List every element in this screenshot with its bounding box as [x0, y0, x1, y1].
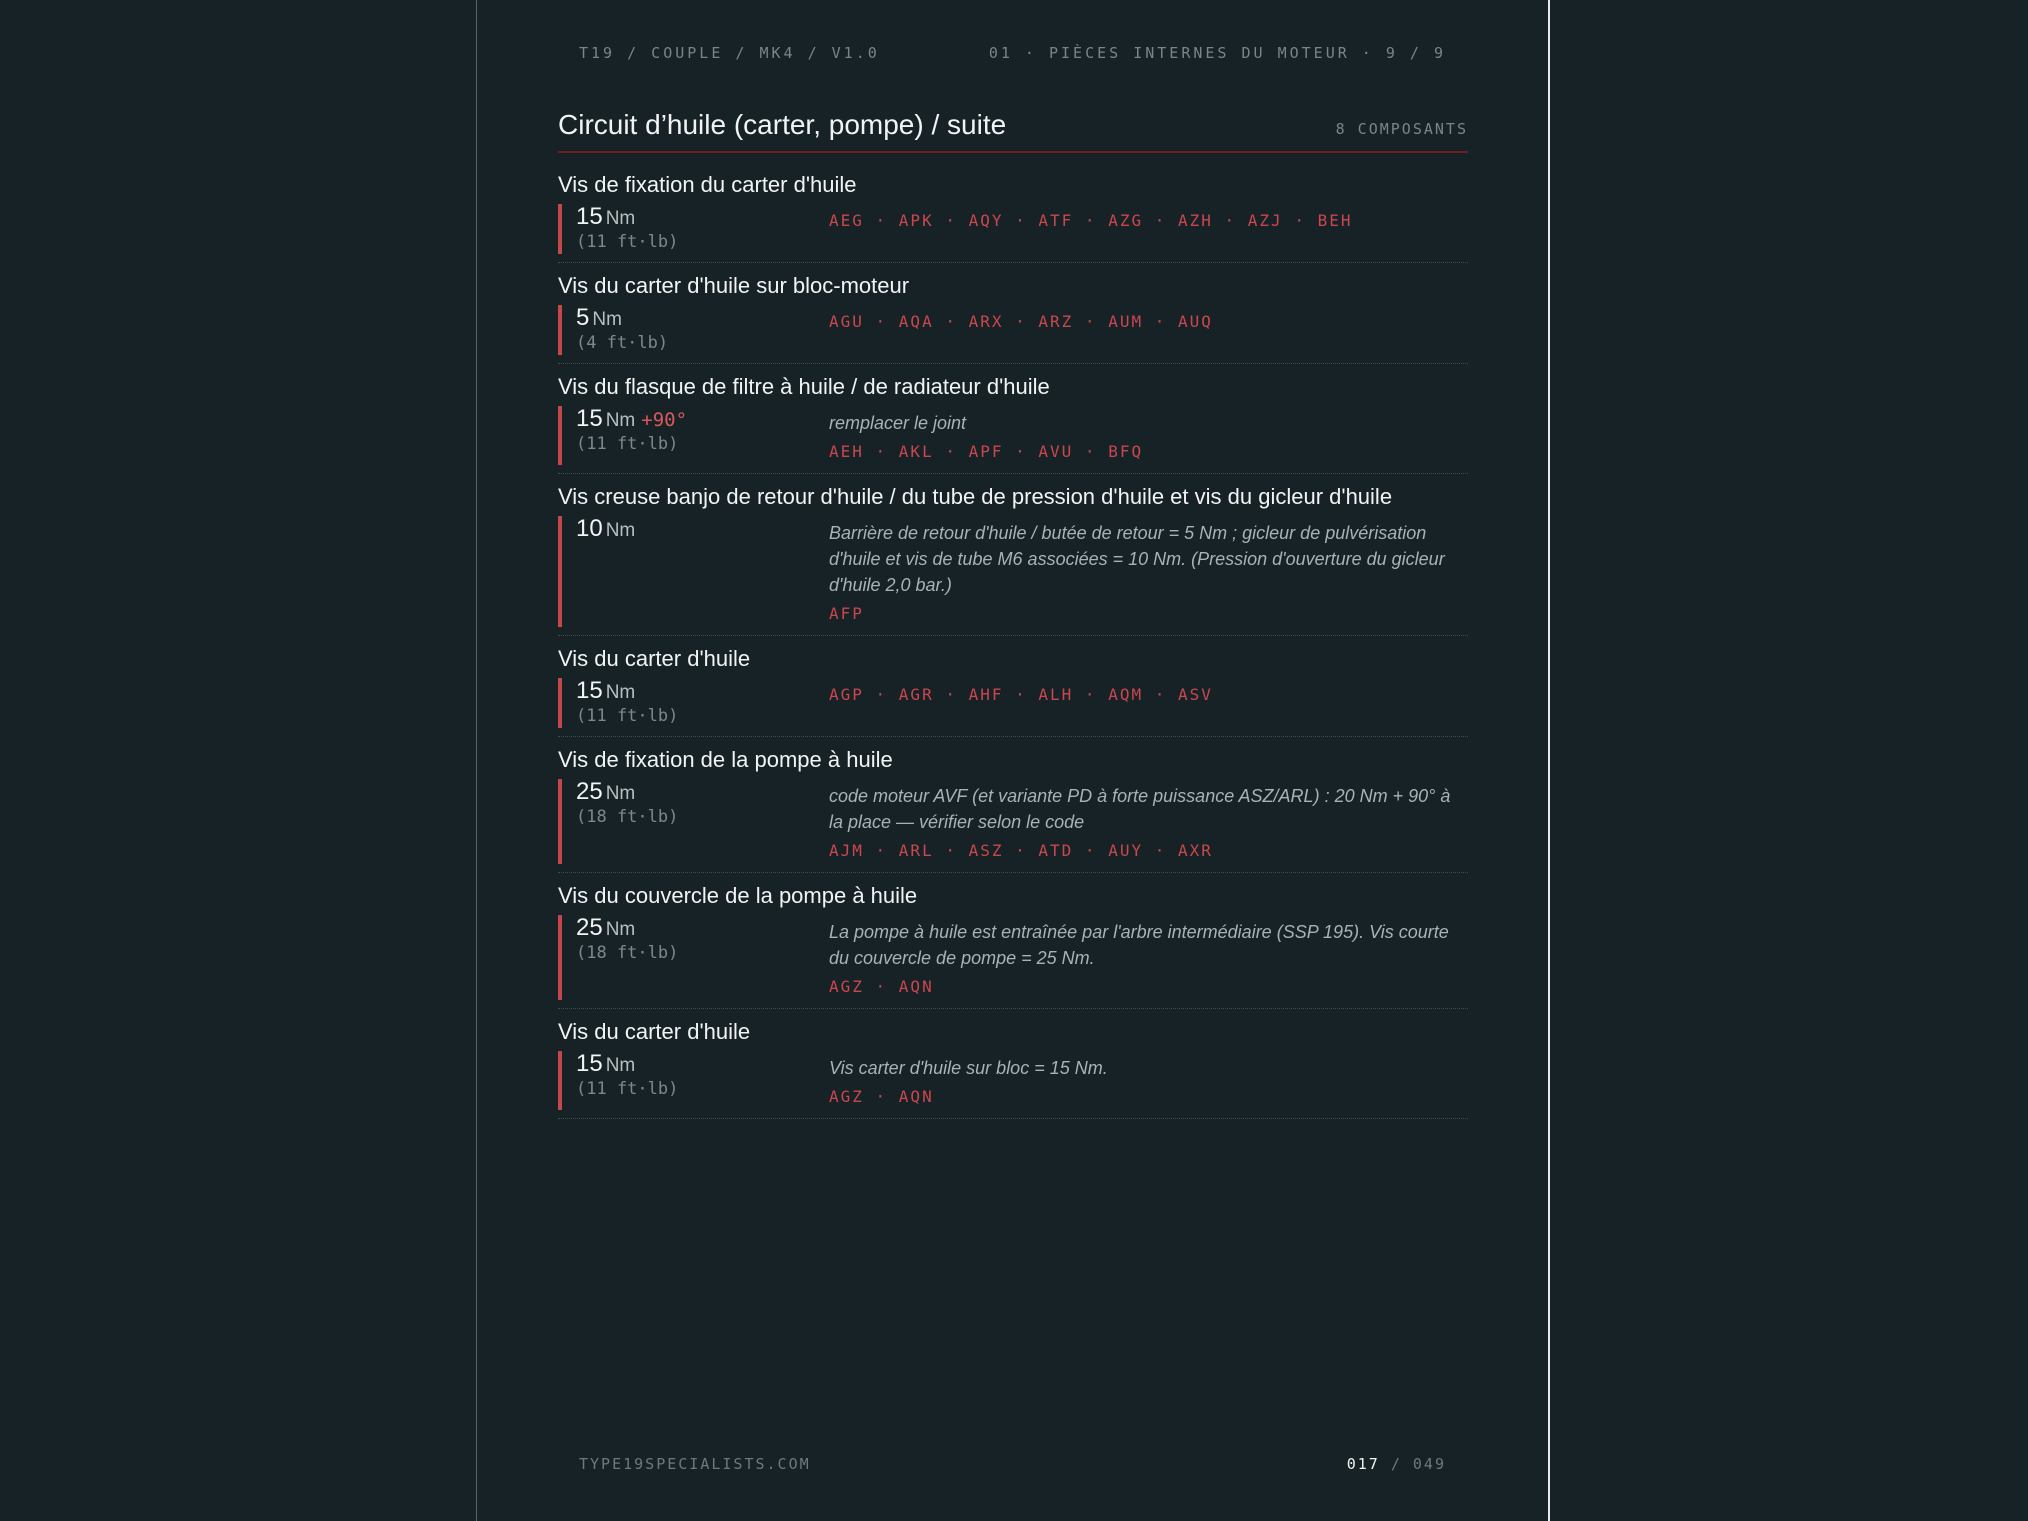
entry-title: Vis de fixation du carter d'huile [558, 172, 857, 197]
entry-note: remplacer le joint [829, 413, 967, 433]
torque-angle: +90° [641, 409, 688, 431]
torque-unit: Nm [592, 309, 622, 330]
torque-value: 10 [576, 515, 603, 542]
torque-spec [576, 406, 829, 465]
entry-body [558, 915, 1468, 1000]
engine-codes: AJM · ARL · ASZ · ATD · AUY · AXR [829, 841, 1213, 860]
page-separator: / [1390, 1455, 1402, 1473]
torque-entry [558, 747, 1468, 873]
doc-path: T19 / COUPLE / MK4 / V1.0 [579, 44, 880, 62]
torque-list [558, 172, 1468, 1119]
entry-note: code moteur AVF (et variante PD à forte puissance ASZ/ARL) : 20 Nm + 90° à la place — vérifier selon le code [829, 786, 1451, 832]
torque-unit: Nm [605, 783, 636, 804]
entry-info [829, 678, 1468, 728]
entry-title: Vis du carter d'huile sur bloc-moteur [558, 273, 910, 298]
entry-note: Barrière de retour d'huile / butée de retour = 5 Nm ; gicleur de pulvérisation d'huile et vis de tube M6 associées = 10 Nm. (Pression d'ouverture du gicleur d'huile 2,0 bar.) [829, 523, 1445, 595]
torque-imperial: (11 ft·lb) [576, 706, 679, 726]
torque-value: 15 [576, 405, 603, 432]
torque-unit: Nm [605, 208, 636, 229]
torque-entry [558, 1019, 1468, 1119]
page-footer [579, 1455, 1446, 1473]
engine-codes: AEH · AKL · APF · AVU · BFQ [829, 442, 1144, 461]
entry-title: Vis du carter d'huile [558, 1019, 751, 1044]
section-title: Circuit d’huile (carter, pompe) / suite [558, 109, 1007, 140]
component-count: 8 COMPOSANTS [1335, 120, 1468, 138]
torque-value: 15 [576, 677, 603, 704]
entry-note: Vis carter d'huile sur bloc = 15 Nm. [829, 1058, 1108, 1078]
chapter-label: 01 · PIÈCES INTERNES DU MOTEUR · 9 / 9 [988, 44, 1446, 62]
page-total: 049 [1412, 1455, 1446, 1473]
entry-info [829, 406, 1468, 465]
torque-imperial: (11 ft·lb) [576, 1079, 679, 1099]
torque-value: 15 [576, 1050, 603, 1077]
torque-value: 15 [576, 203, 603, 230]
torque-spec [576, 1051, 829, 1110]
entry-body [558, 1051, 1468, 1110]
torque-unit: Nm [605, 410, 636, 431]
entry-info [829, 204, 1468, 254]
entry-body [558, 406, 1468, 465]
torque-imperial: (11 ft·lb) [576, 434, 679, 454]
engine-codes: AGZ · AQN [829, 1087, 934, 1106]
torque-unit: Nm [605, 682, 636, 703]
torque-unit: Nm [605, 520, 636, 541]
entry-info [829, 516, 1468, 627]
torque-entry [558, 374, 1468, 474]
site-url[interactable]: TYPE19SPECIALISTS.COM [579, 1455, 811, 1473]
section-header [558, 108, 1468, 153]
torque-spec [576, 779, 829, 864]
entry-body [558, 305, 1468, 355]
entry-note: La pompe à huile est entraînée par l'arbre intermédiaire (SSP 195). Vis courte du couvercle de pompe = 25 Nm. [829, 922, 1449, 968]
page-number [1347, 1455, 1446, 1473]
entry-title: Vis de fixation de la pompe à huile [558, 747, 893, 772]
engine-codes: AGU · AQA · ARX · ARZ · AUM · AUQ [829, 312, 1213, 331]
page-current: 017 [1346, 1455, 1380, 1473]
engine-codes: AFP [829, 604, 864, 623]
engine-codes: AGP · AGR · AHF · ALH · AQM · ASV [829, 685, 1213, 704]
torque-entry [558, 273, 1468, 364]
torque-entry [558, 172, 1468, 263]
torque-spec [576, 305, 829, 355]
torque-spec [576, 915, 829, 1000]
engine-codes: AEG · APK · AQY · ATF · AZG · AZH · AZJ · BEH [829, 211, 1353, 230]
torque-entry [558, 883, 1468, 1009]
torque-imperial: (18 ft·lb) [576, 943, 679, 963]
torque-unit: Nm [605, 919, 636, 940]
torque-spec [576, 516, 829, 627]
torque-imperial: (4 ft·lb) [576, 333, 669, 353]
entry-info [829, 779, 1468, 864]
entry-title: Vis du carter d'huile [558, 646, 751, 671]
torque-entry [558, 646, 1468, 737]
torque-imperial: (11 ft·lb) [576, 232, 679, 252]
torque-unit: Nm [605, 1055, 636, 1076]
entry-title: Vis creuse banjo de retour d'huile / du tube de pression d'huile et vis du gicleur d'huile [558, 484, 1393, 509]
torque-spec [576, 204, 829, 254]
entry-info [829, 915, 1468, 1000]
torque-value: 5 [576, 304, 590, 331]
entry-title: Vis du flasque de filtre à huile / de radiateur d'huile [558, 374, 1050, 399]
torque-value: 25 [576, 778, 603, 805]
torque-spec [576, 678, 829, 728]
entry-info [829, 305, 1468, 355]
running-header [579, 44, 1446, 62]
entry-body [558, 204, 1468, 254]
entry-title: Vis du couvercle de la pompe à huile [558, 883, 918, 908]
entry-info [829, 1051, 1468, 1110]
entry-body [558, 516, 1468, 627]
torque-imperial: (18 ft·lb) [576, 807, 679, 827]
torque-entry [558, 484, 1468, 636]
entry-body [558, 779, 1468, 864]
document-page [476, 0, 1550, 1521]
engine-codes: AGZ · AQN [829, 977, 934, 996]
torque-value: 25 [576, 914, 603, 941]
entry-body [558, 678, 1468, 728]
